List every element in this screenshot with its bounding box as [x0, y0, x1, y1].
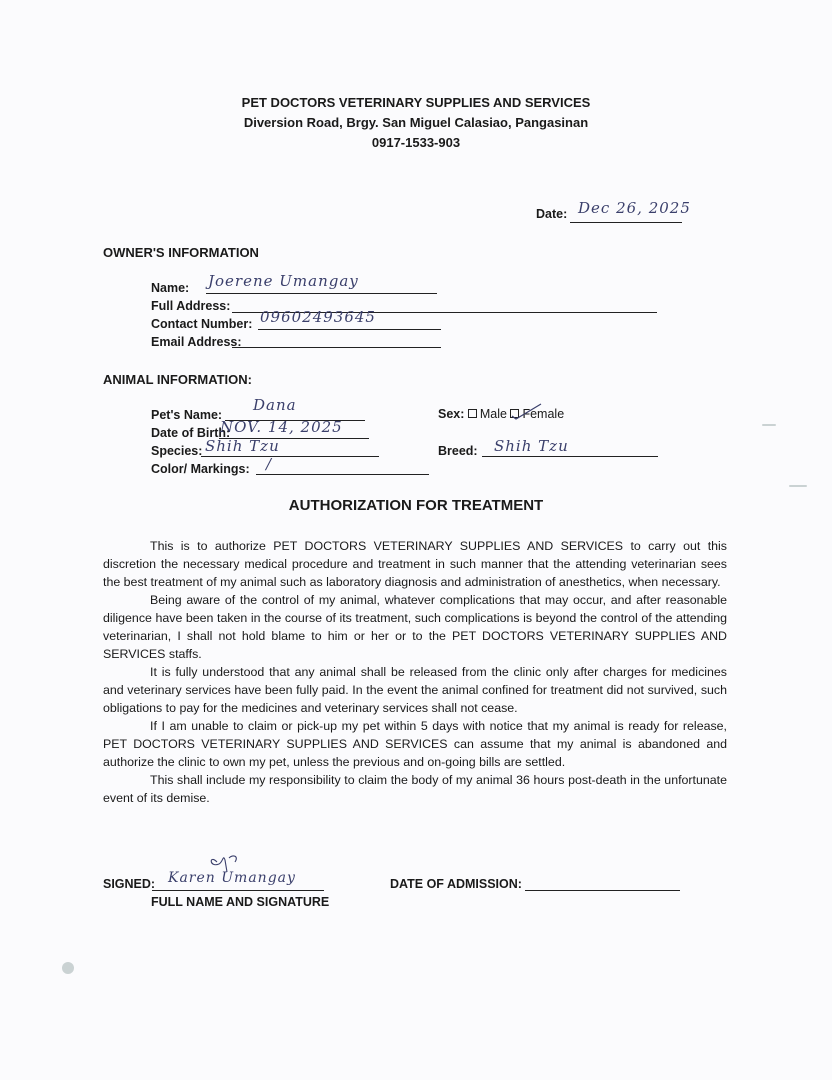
owner-email-line — [232, 347, 441, 348]
admission-date-line — [525, 890, 680, 891]
species-value[interactable]: Shih Tzu — [205, 437, 280, 455]
signed-label: SIGNED: — [103, 877, 156, 891]
full-name-caption: FULL NAME AND SIGNATURE — [151, 895, 330, 909]
female-check-mark-icon — [510, 401, 544, 421]
sex-label: Sex: — [438, 407, 465, 421]
owner-address-label: Full Address: — [151, 299, 231, 313]
authorization-paragraph: Being aware of the control of my animal, whatever complications that may occur, and after reasonable diligence have been taken in the course of its treatment, such complications is beyond the control of the attending veterinarian, I shall not hold blame to him or her or to the PET DOCTORS VETERINARY SUPPLIES AND SERVICES staffs. — [103, 593, 727, 661]
animal-section-title: ANIMAL INFORMATION: — [103, 372, 252, 387]
sex-field — [438, 407, 564, 421]
authorization-body — [103, 537, 727, 807]
signature-line — [152, 890, 324, 891]
signature-scribble-icon — [205, 850, 245, 878]
authorization-paragraph: If I am unable to claim or pick-up my pet within 5 days with notice that my animal is ready for release, PET DOCTORS VETERINARY SUPPLIES AND SERVICES can assume that my animal is abandoned and authorize the clinic to own my pet, unless the previous and on-going bills are settled. — [103, 719, 727, 769]
scan-speck — [789, 485, 807, 487]
color-value[interactable]: / — [266, 455, 273, 473]
authorization-paragraph: It is fully understood that any animal shall be released from the clinic only after charges for medicines and veterinary services have been fully paid. In the event the animal confined for treatment did not survived, such obligations to pay for the medicines and veterinary services shall not cease. — [103, 665, 727, 715]
company-address: Diversion Road, Brgy. San Miguel Calasiao, Pangasinan — [243, 115, 589, 130]
species-line — [201, 456, 379, 457]
admission-date-label: DATE OF ADMISSION: — [390, 877, 522, 891]
species-label: Species: — [151, 444, 203, 458]
owner-contact-label: Contact Number: — [151, 317, 253, 331]
breed-value[interactable]: Shih Tzu — [494, 437, 569, 455]
pet-name-label: Pet's Name: — [151, 408, 223, 422]
breed-line — [482, 456, 658, 457]
authorization-title: AUTHORIZATION FOR TREATMENT — [288, 497, 544, 514]
dob-label: Date of Birth: — [151, 426, 231, 440]
breed-label: Breed: — [438, 444, 478, 458]
pet-name-value[interactable]: Dana — [253, 396, 297, 414]
owner-name-value[interactable]: Joerene Umangay — [208, 272, 359, 290]
color-label: Color/ Markings: — [151, 462, 250, 476]
scan-speck — [762, 424, 776, 426]
authorization-paragraph: This shall include my responsibility to claim the body of my animal 36 hours post-death in the unfortunate event of its demise. — [103, 773, 727, 805]
company-phone: 0917-1533-903 — [371, 135, 461, 150]
owner-contact-line — [258, 329, 441, 330]
male-option-label: Male — [479, 407, 507, 421]
owner-name-line — [206, 293, 437, 294]
date-value[interactable]: Dec 26, 2025 — [578, 199, 691, 217]
date-line — [570, 222, 682, 223]
owner-name-label: Name: — [151, 281, 190, 295]
scan-speck — [62, 962, 74, 974]
color-line — [256, 474, 429, 475]
dob-value[interactable]: NOV. 14, 2025 — [220, 418, 343, 436]
owner-email-label: Email Address: — [151, 335, 242, 349]
authorization-paragraph: This is to authorize PET DOCTORS VETERINARY SUPPLIES AND SERVICES to carry out this discretion the necessary medical procedure and treatment in such manner that the attending veterinarian sees the best treatment of my animal such as laboratory diagnosis and administration of anesthetics, when necessary. — [103, 539, 727, 589]
male-checkbox[interactable] — [468, 409, 477, 418]
owner-contact-value[interactable]: 09602493645 — [260, 308, 376, 326]
female-option-label: Female — [522, 407, 565, 421]
owner-section-title: OWNER'S INFORMATION — [103, 245, 259, 260]
company-name: PET DOCTORS VETERINARY SUPPLIES AND SERVICES — [241, 95, 591, 110]
date-label: Date: — [536, 207, 568, 221]
signature-name-value[interactable]: Karen Umangay — [168, 870, 296, 886]
